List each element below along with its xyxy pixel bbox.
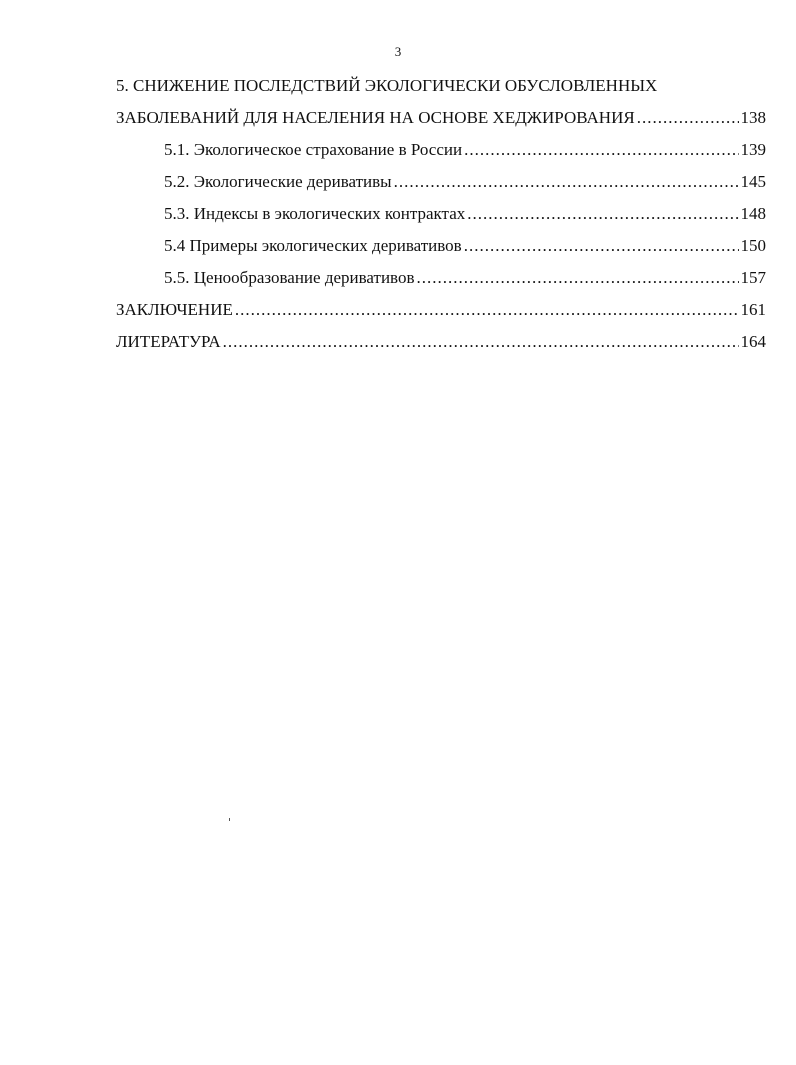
dot-leader [464, 230, 739, 262]
page-number: 3 [394, 44, 402, 59]
toc-entry-conclusion [116, 294, 766, 326]
toc-entry-5-4 [116, 230, 766, 262]
toc-page-number: 161 [740, 300, 766, 319]
toc-entry-title: ЛИТЕРАТУРА [116, 332, 221, 351]
toc-entry-title: 5.1. Экологическое страхование в России [164, 140, 463, 159]
toc-entry-title: ЗАБОЛЕВАНИЙ ДЛЯ НАСЕЛЕНИЯ НА ОСНОВЕ ХЕДЖИРОВАНИЯ [116, 108, 635, 127]
toc-page-number: 157 [740, 268, 766, 287]
dot-leader [464, 134, 738, 166]
toc-entry-title: 5. СНИЖЕНИЕ ПОСЛЕДСТВИЙ ЭКОЛОГИЧЕСКИ ОБУСЛОВЛЕННЫХ [116, 76, 658, 95]
toc-entry-5-2 [116, 166, 766, 198]
dot-leader [394, 166, 739, 198]
toc-entry-title: ЗАКЛЮЧЕНИЕ [116, 300, 233, 319]
toc-section-5-heading-line-2 [116, 102, 766, 134]
toc-page-number: 138 [740, 108, 766, 127]
toc-entry-5-5 [116, 262, 766, 294]
toc-page-number: 139 [740, 140, 766, 159]
toc-entry-title: 5.2. Экологические деривативы [164, 172, 392, 191]
toc-section-5-heading-line-1 [116, 70, 766, 102]
dot-leader [637, 102, 739, 134]
toc-entry-title: 5.5. Ценообразование деривативов [164, 268, 415, 287]
toc-page-number: 145 [740, 172, 766, 191]
toc-page-number: 148 [740, 204, 766, 223]
dot-leader [235, 294, 739, 326]
toc-entry-5-1 [116, 134, 766, 166]
table-of-contents [116, 70, 766, 358]
toc-entry-title: 5.3. Индексы в экологических контрактах [164, 204, 466, 223]
toc-page-number: 150 [740, 236, 766, 255]
toc-page-number: 164 [740, 332, 766, 351]
dot-leader [223, 326, 739, 358]
dot-leader [467, 198, 738, 230]
toc-entry-5-3 [116, 198, 766, 230]
scan-speck [229, 818, 230, 821]
dot-leader [416, 262, 738, 294]
toc-entry-title: 5.4 Примеры экологических деривативов [164, 236, 462, 255]
toc-entry-literature [116, 326, 766, 358]
